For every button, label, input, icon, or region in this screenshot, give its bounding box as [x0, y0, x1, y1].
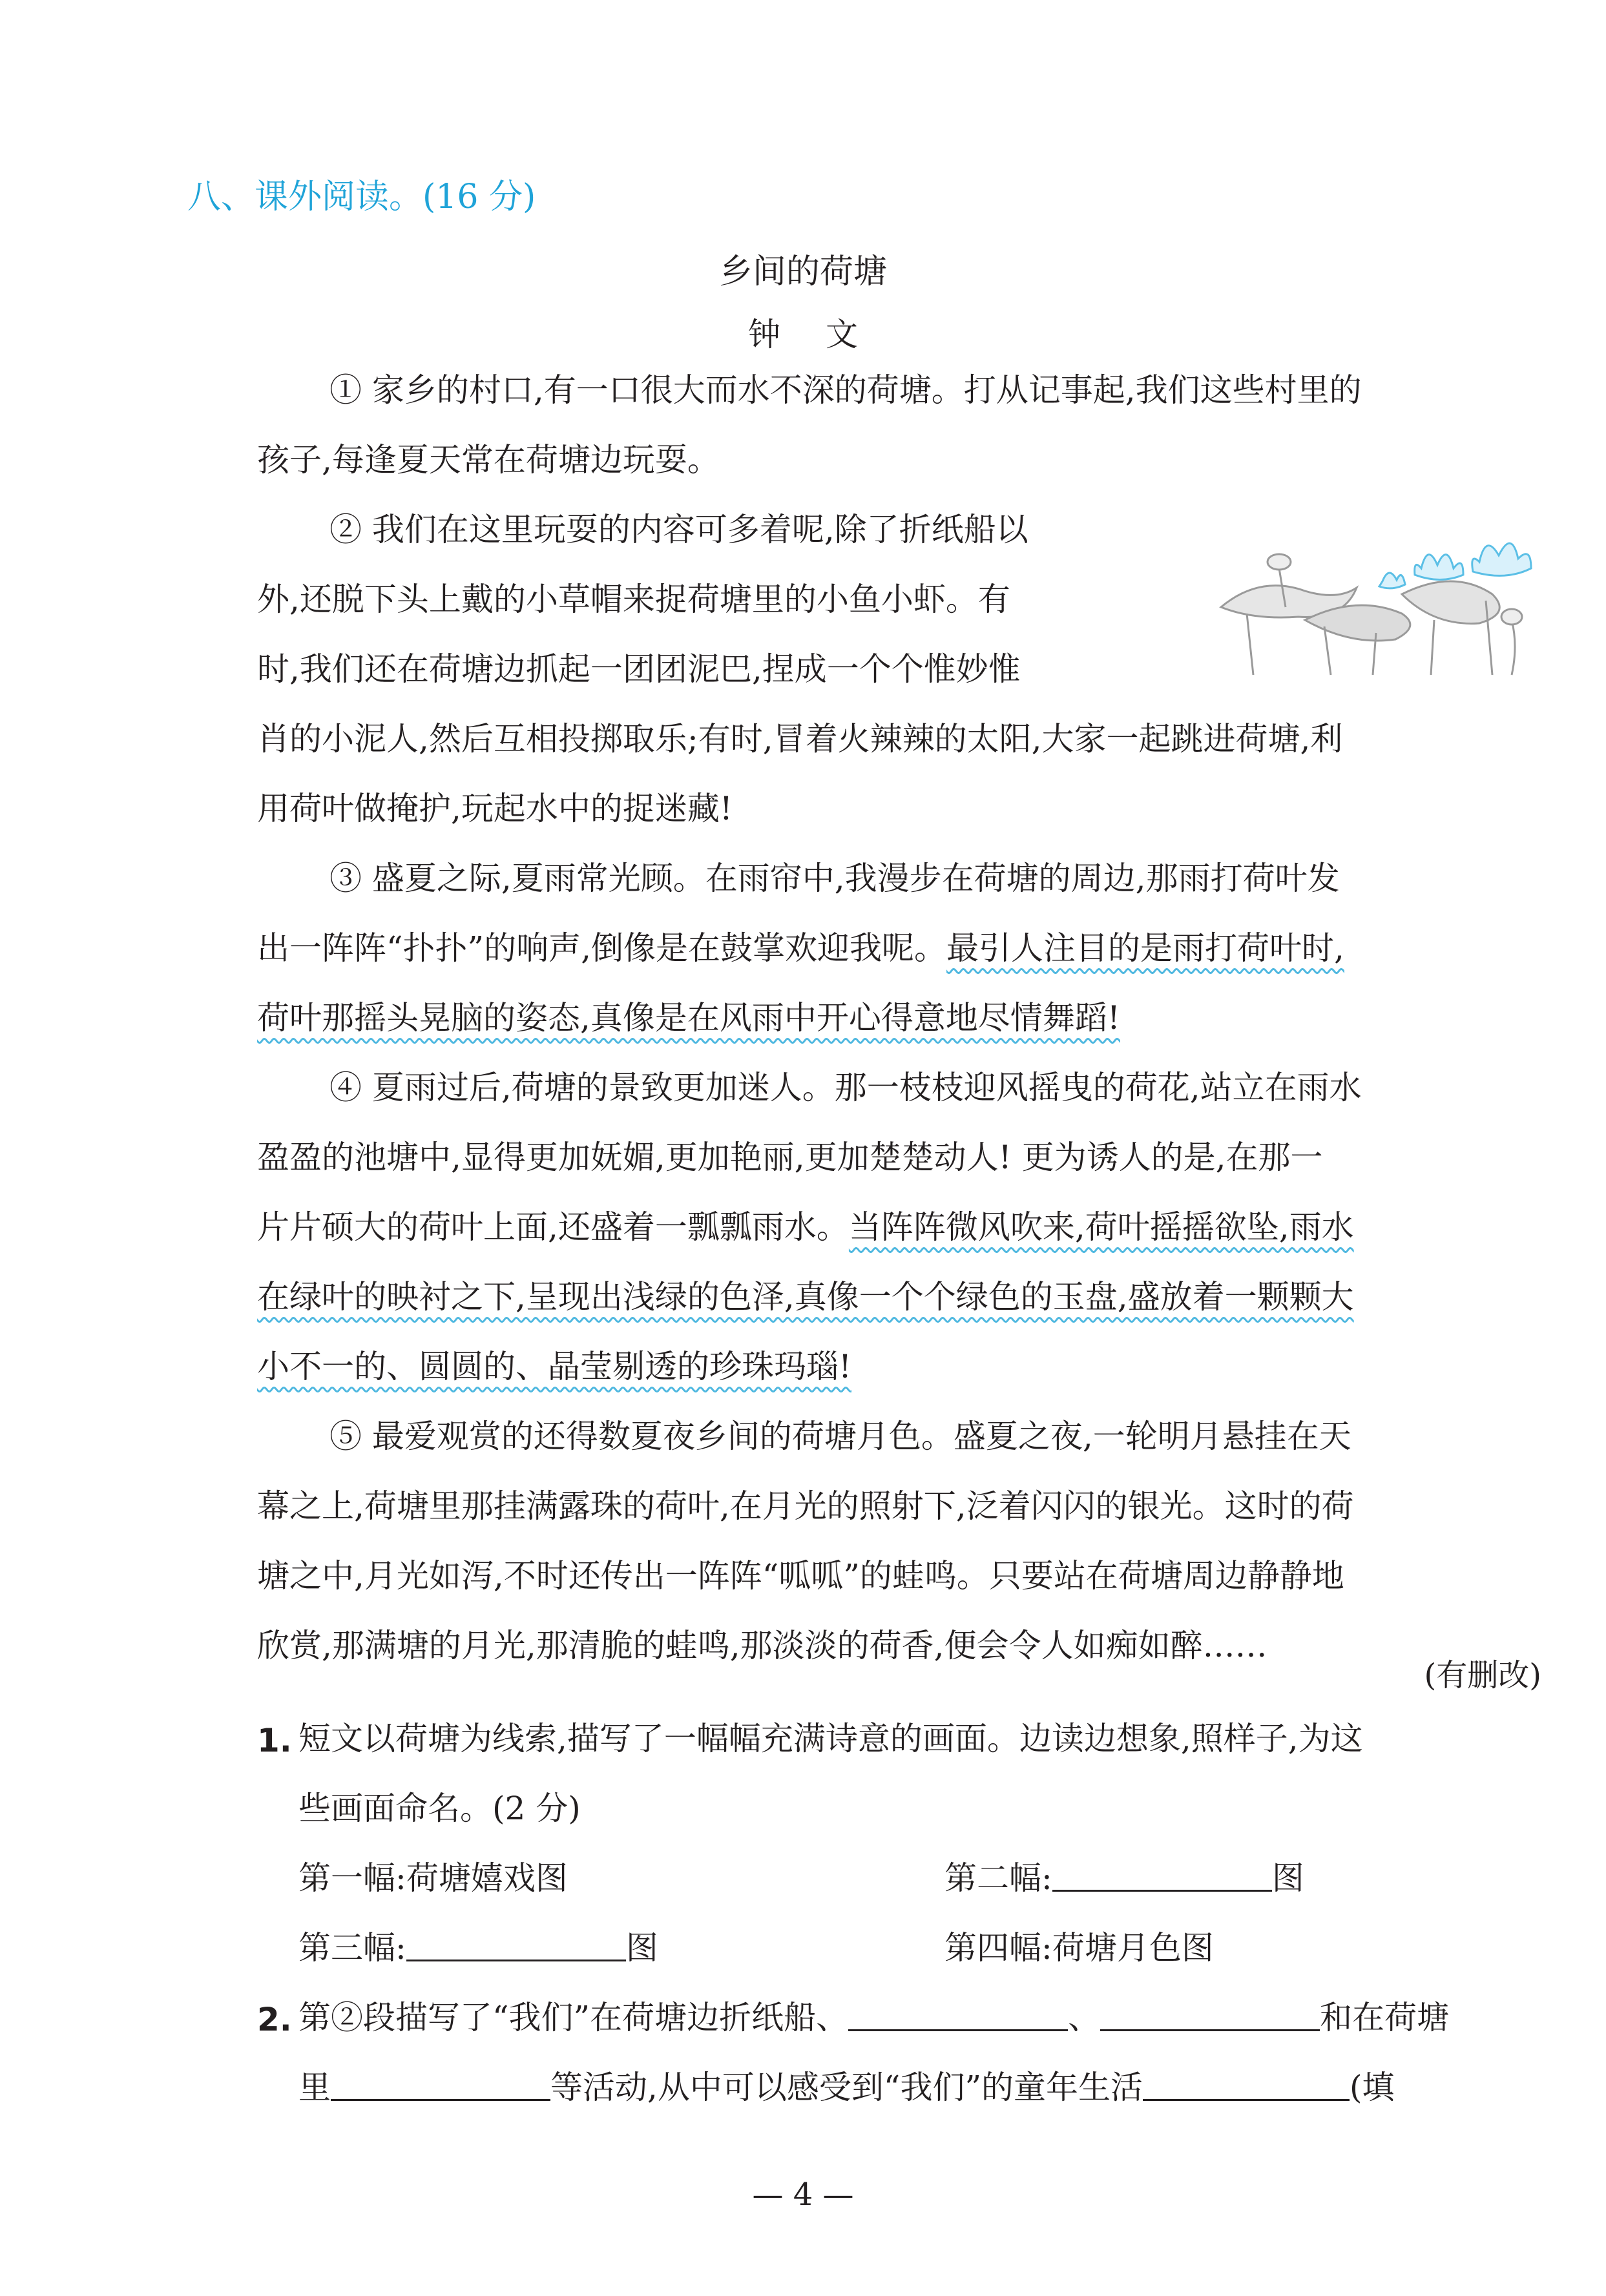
question-number: 2. [257, 2001, 292, 2038]
highlighted-sentence: 在绿叶的映衬之下,呈现出浅绿的色泽,真像一个个绿色的玉盘,盛放着一颗颗大 [257, 1278, 1354, 1316]
answer-label: 第三幅: [298, 1929, 406, 1967]
answer-label: 图 [625, 1929, 658, 1967]
question-text-part: 第②段描写了“我们”在荷塘边折纸船、 [298, 1999, 849, 2036]
answer-blank[interactable] [1100, 2001, 1320, 2031]
article-line: ② 我们在这里玩耍的内容可多着呢,除了折纸船以 [329, 511, 1028, 548]
question-text: 些画面命名。(2 分) [298, 1790, 581, 1827]
article-line [257, 1277, 1354, 1316]
article-line: 幕之上,荷塘里那挂满露珠的荷叶,在月光的照射下,泛着闪闪的银光。这时的荷 [257, 1487, 1354, 1525]
article-line: 时,我们还在荷塘边抓起一团团泥巴,捏成一个个惟妙惟 [257, 650, 1021, 688]
highlighted-sentence: 当阵阵微风吹来,荷叶摇摇欲坠,雨水 [848, 1208, 1354, 1246]
highlighted-sentence: 小不一的、圆圆的、晶莹剔透的珍珠玛瑙! [257, 1348, 852, 1385]
question-text [298, 1998, 1449, 2037]
article-line: 盈盈的池塘中,显得更加妩媚,更加艳丽,更加楚楚动人! 更为诱人的是,在那一 [257, 1139, 1323, 1176]
article-line-text: 片片硕大的荷叶上面,还盛着一瓢瓢雨水。 [257, 1208, 849, 1246]
question-text-part: 等活动,从中可以感受到“我们”的童年生活 [550, 2069, 1143, 2106]
highlighted-sentence: 荷叶那摇头晃脑的姿态,真像是在风雨中开心得意地尽情舞蹈! [257, 999, 1120, 1037]
answer-blank[interactable] [1143, 2071, 1350, 2101]
question-number: 1. [257, 1722, 292, 1759]
section-heading [187, 169, 536, 218]
article-source-note: (有删改) [1424, 1657, 1541, 1693]
article-line [257, 1347, 851, 1386]
lotus-illustration-icon [1208, 530, 1544, 678]
article-line: 孩子,每逢夏天常在荷塘边玩耍。 [257, 441, 720, 479]
answer-item-1: 第一幅:荷塘嬉戏图 [298, 1859, 568, 1897]
article-line: 塘之中,月光如泻,不时还传出一阵阵“呱呱”的蛙鸣。只要站在荷塘周边静静地 [257, 1557, 1344, 1595]
article-line: ④ 夏雨过后,荷塘的景致更加迷人。那一枝枝迎风摇曳的荷花,站立在雨水 [329, 1069, 1362, 1106]
highlighted-sentence: 最引人注目的是雨打荷叶时, [946, 929, 1344, 967]
article-line: 肖的小泥人,然后互相投掷取乐;有时,冒着火辣辣的太阳,大家一起跳进荷塘,利 [257, 720, 1343, 758]
question-text: 短文以荷塘为线索,描写了一幅幅充满诗意的画面。边读边想象,照样子,为这 [298, 1720, 1363, 1757]
answer-label: 第二幅: [944, 1859, 1052, 1897]
article-line: ③ 盛夏之际,夏雨常光顾。在雨帘中,我漫步在荷塘的周边,那雨打荷叶发 [329, 860, 1340, 897]
answer-item-3 [298, 1929, 658, 1967]
article-line: 用荷叶做掩护,玩起水中的捉迷藏! [257, 790, 733, 827]
question-text-part: 、 [1068, 1999, 1101, 2036]
article-line [257, 1208, 1354, 1246]
article-line: 外,还脱下头上戴的小草帽来捉荷塘里的小鱼小虾。有 [257, 581, 1010, 618]
article-line-text: 出一阵阵“扑扑”的响声,倒像是在鼓掌欢迎我呢。 [257, 929, 947, 967]
answer-blank[interactable] [848, 2001, 1068, 2031]
article-line [257, 929, 1344, 967]
answer-label: 图 [1271, 1859, 1304, 1897]
question-text-part: 和在荷塘 [1320, 1999, 1450, 2036]
question-text [298, 2068, 1395, 2107]
article-line: 欣赏,那满塘的月光,那清脆的蛙鸣,那淡淡的荷香,便会令人如痴如醉…… [257, 1627, 1267, 1664]
answer-item-4: 第四幅:荷塘月色图 [944, 1929, 1214, 1967]
question-text-part: 里 [298, 2069, 331, 2106]
article-author: 钟文 [748, 316, 903, 353]
article-title: 乡间的荷塘 [718, 253, 887, 291]
answer-blank[interactable] [331, 2071, 550, 2101]
section-score: (16 分) [422, 178, 536, 216]
article-line [257, 998, 1120, 1037]
answer-item-2 [944, 1859, 1304, 1898]
article-line: ① 家乡的村口,有一口很大而水不深的荷塘。打从记事起,我们这些村里的 [329, 371, 1362, 409]
page-number: — 4 — [752, 2177, 854, 2213]
answer-blank[interactable] [1052, 1861, 1272, 1892]
answer-blank[interactable] [406, 1931, 626, 1961]
article-line: ⑤ 最爱观赏的还得数夏夜乡间的荷塘月色。盛夏之夜,一轮明月悬挂在天 [329, 1418, 1351, 1455]
question-text-part: (填 [1350, 2069, 1395, 2106]
section-heading-text: 八、课外阅读。 [187, 178, 423, 216]
